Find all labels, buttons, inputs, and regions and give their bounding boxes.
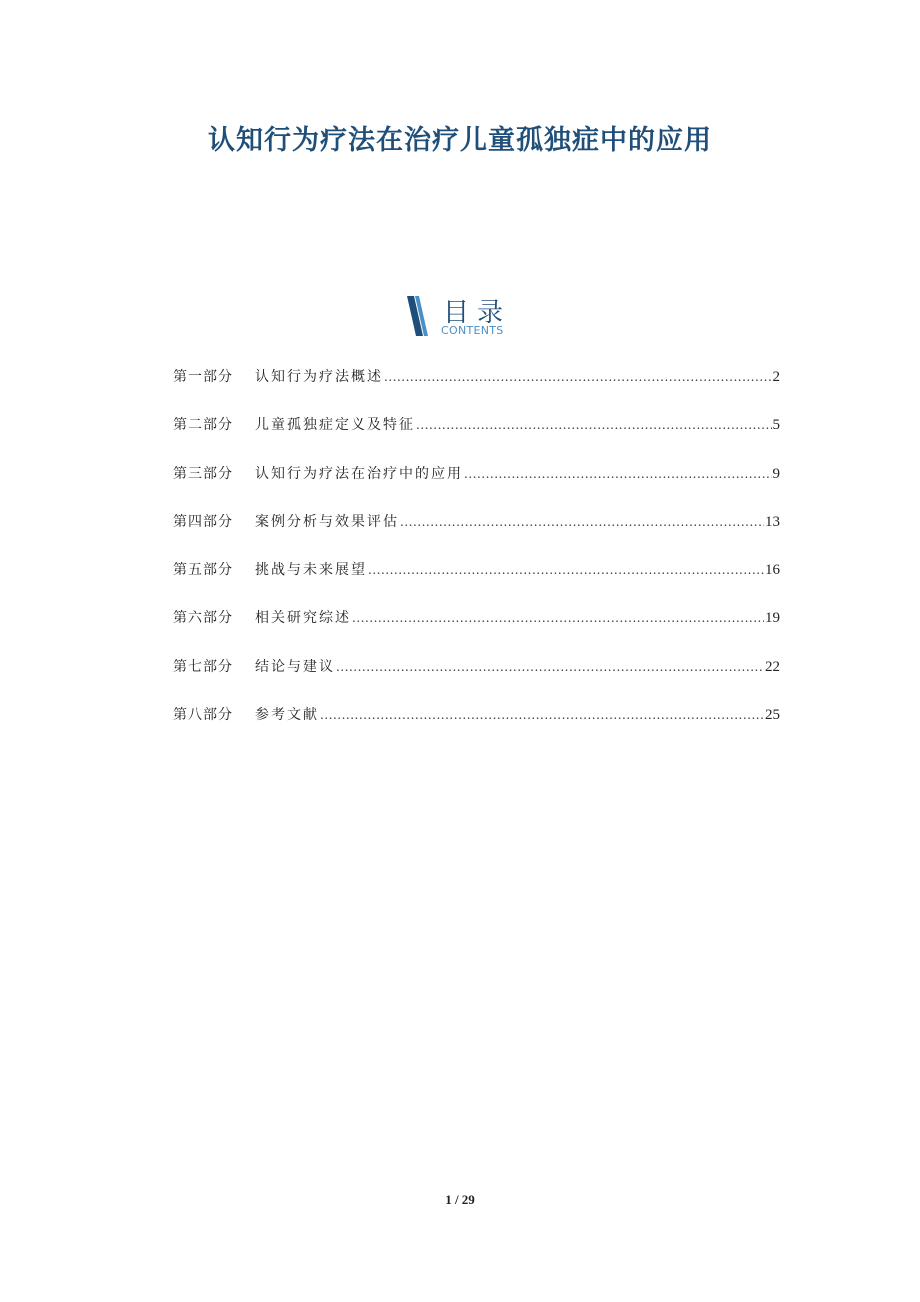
- toc-entry-7[interactable]: [173, 656, 780, 704]
- toc-entry-page: 16: [765, 562, 780, 579]
- toc-leader-dots: [368, 563, 764, 577]
- toc-entry-part: 第八部分: [173, 707, 233, 724]
- toc-leader-dots: [336, 660, 764, 674]
- toc-leader-dots: [416, 418, 772, 432]
- toc-entry-part: 第三部分: [173, 465, 233, 482]
- toc-entry-title: 认知行为疗法在治疗中的应用: [255, 465, 463, 482]
- toc-entry-title: 儿童孤独症定义及特征: [255, 417, 415, 434]
- toc-entry-page: 2: [772, 369, 780, 385]
- toc-leader-dots: [320, 708, 764, 722]
- toc-entry-page: 19: [765, 610, 780, 627]
- page-number: 1 / 29: [445, 1192, 475, 1207]
- toc-entry-3[interactable]: [173, 463, 780, 511]
- toc-entry-title: 参考文献: [255, 707, 319, 724]
- toc-header: [405, 292, 525, 340]
- toc-leader-dots: [464, 467, 772, 481]
- toc-entry-part: 第六部分: [173, 610, 233, 627]
- toc-entry-part: 第四部分: [173, 513, 233, 530]
- toc-entry-title: 相关研究综述: [255, 610, 351, 627]
- toc-leader-dots: [400, 515, 764, 529]
- toc-entry-title: 案例分析与效果评估: [255, 513, 399, 530]
- toc-entry-page: 5: [772, 417, 780, 434]
- toc-entry-1[interactable]: [173, 366, 780, 414]
- toc-entry-page: 22: [765, 658, 780, 675]
- toc-list: [173, 366, 780, 752]
- toc-entry-8[interactable]: [173, 704, 780, 752]
- toc-entry-part: 第一部分: [173, 369, 233, 385]
- toc-entry-2[interactable]: [173, 414, 780, 462]
- toc-leader-dots: [352, 611, 764, 625]
- toc-subheading: CONTENTS: [441, 324, 504, 337]
- document-title: 认知行为疗法在治疗儿童孤独症中的应用: [208, 125, 712, 156]
- toc-entry-4[interactable]: [173, 511, 780, 559]
- toc-entry-part: 第二部分: [173, 417, 233, 434]
- toc-entry-title: 结论与建议: [255, 658, 335, 675]
- toc-entry-5[interactable]: [173, 559, 780, 607]
- toc-logo-icon: [405, 296, 431, 336]
- toc-entry-page: 13: [765, 513, 780, 530]
- toc-heading: 目录: [443, 298, 512, 328]
- toc-entry-title: 挑战与未来展望: [255, 562, 367, 579]
- toc-entry-part: 第七部分: [173, 658, 233, 675]
- toc-leader-dots: [384, 370, 772, 384]
- toc-entry-page: 9: [772, 465, 780, 482]
- toc-entry-6[interactable]: [173, 607, 780, 655]
- toc-entry-part: 第五部分: [173, 562, 233, 579]
- toc-entry-page: 25: [765, 707, 780, 724]
- toc-entry-title: 认知行为疗法概述: [255, 369, 383, 385]
